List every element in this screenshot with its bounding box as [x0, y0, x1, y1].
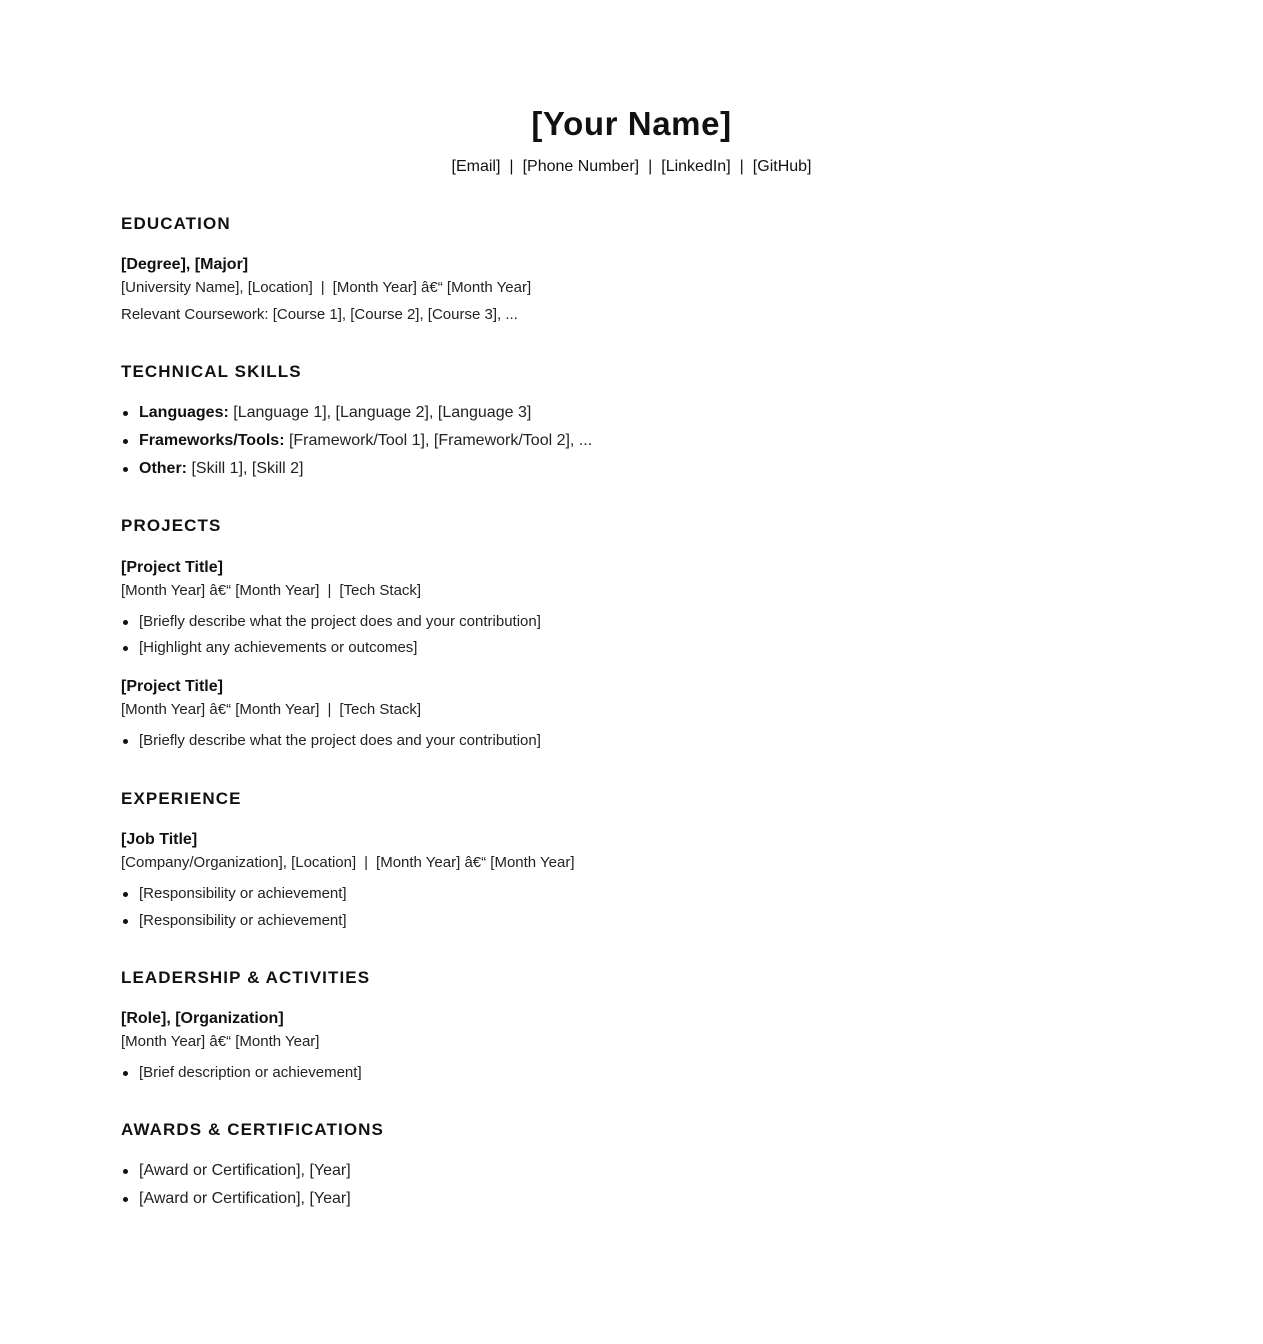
- project-stack: [Tech Stack]: [339, 701, 422, 718]
- list-item: [Award or Certification], [Year]: [121, 1189, 1142, 1209]
- education-section: [121, 214, 1142, 325]
- leadership-dates: [Month Year] â€“ [Month Year]: [121, 1033, 320, 1050]
- project-meta: [121, 581, 1142, 601]
- list-item: [Briefly describe what the project does and your contribution]: [121, 731, 1142, 751]
- job-meta: [121, 853, 1142, 873]
- project-dates: [Month Year] â€“ [Month Year]: [121, 582, 320, 599]
- section-title: EXPERIENCE: [121, 789, 242, 808]
- list-item: [121, 431, 1142, 451]
- projects-section: [121, 516, 1142, 751]
- section-title: LEADERSHIP & ACTIVITIES: [121, 968, 371, 987]
- list-item: [121, 403, 1142, 423]
- contact-separator: |: [648, 158, 653, 175]
- meta-separator: |: [327, 701, 332, 718]
- project-bullets: [121, 612, 1142, 658]
- contact-github: [GitHub]: [752, 158, 812, 175]
- list-item: [Responsibility or achievement]: [121, 911, 1142, 931]
- job-title: [Job Title]: [121, 831, 198, 848]
- contact-linkedin: [LinkedIn]: [661, 158, 731, 175]
- job-dates: [Month Year] â€“ [Month Year]: [376, 854, 575, 871]
- section-title: TECHNICAL SKILLS: [121, 362, 302, 381]
- project-entry: [121, 677, 1142, 751]
- skill-label: Frameworks/Tools:: [139, 432, 285, 449]
- list-item: [Highlight any achievements or outcomes]: [121, 638, 1142, 658]
- skill-value: [Language 1], [Language 2], [Language 3]: [228, 404, 532, 421]
- contact-email: [Email]: [451, 158, 501, 175]
- skill-label: Other:: [139, 460, 187, 477]
- project-bullets: [121, 731, 1142, 751]
- leadership-bullets: [121, 1063, 1142, 1083]
- meta-separator: |: [320, 279, 325, 296]
- list-item: [Brief description or achievement]: [121, 1063, 1142, 1083]
- skill-label: Languages:: [139, 404, 229, 421]
- project-entry: [121, 558, 1142, 658]
- project-dates: [Month Year] â€“ [Month Year]: [121, 701, 320, 718]
- contact-separator: |: [739, 158, 744, 175]
- job-bullets: [121, 884, 1142, 931]
- job-company: [Company/Organization], [Location]: [121, 854, 357, 871]
- resume-header: [121, 104, 1142, 177]
- education-degree: [Degree], [Major]: [121, 256, 249, 273]
- contact-line: [121, 157, 1142, 177]
- section-title: AWARDS & CERTIFICATIONS: [121, 1120, 384, 1139]
- list-item: [Award or Certification], [Year]: [121, 1161, 1142, 1181]
- leadership-section: [121, 968, 1142, 1083]
- skills-section: [121, 362, 1142, 479]
- meta-separator: |: [327, 582, 332, 599]
- education-school-line: [121, 278, 1142, 298]
- list-item: [Briefly describe what the project does and your contribution]: [121, 612, 1142, 632]
- skill-value: [Skill 1], [Skill 2]: [187, 460, 304, 477]
- project-title: [Project Title]: [121, 559, 223, 576]
- project-stack: [Tech Stack]: [339, 582, 422, 599]
- leadership-role: [Role], [Organization]: [121, 1010, 284, 1027]
- experience-section: [121, 789, 1142, 931]
- project-meta: [121, 700, 1142, 720]
- list-item: [Responsibility or achievement]: [121, 884, 1142, 904]
- education-coursework: Relevant Coursework: [Course 1], [Course 2], [Course 3], ...: [121, 306, 518, 323]
- awards-list: [121, 1161, 1142, 1209]
- list-item: [121, 459, 1142, 479]
- contact-separator: |: [509, 158, 514, 175]
- education-school: [University Name], [Location]: [121, 279, 313, 296]
- skills-list: [121, 403, 1142, 479]
- education-dates: [Month Year] â€“ [Month Year]: [332, 279, 532, 296]
- section-title: PROJECTS: [121, 516, 222, 535]
- skill-value: [Framework/Tool 1], [Framework/Tool 2], ...: [284, 432, 593, 449]
- meta-separator: |: [364, 854, 369, 871]
- project-title: [Project Title]: [121, 678, 223, 695]
- contact-phone: [Phone Number]: [522, 158, 640, 175]
- awards-section: [121, 1120, 1142, 1209]
- section-title: EDUCATION: [121, 214, 231, 233]
- resume-name: [Your Name]: [531, 105, 732, 142]
